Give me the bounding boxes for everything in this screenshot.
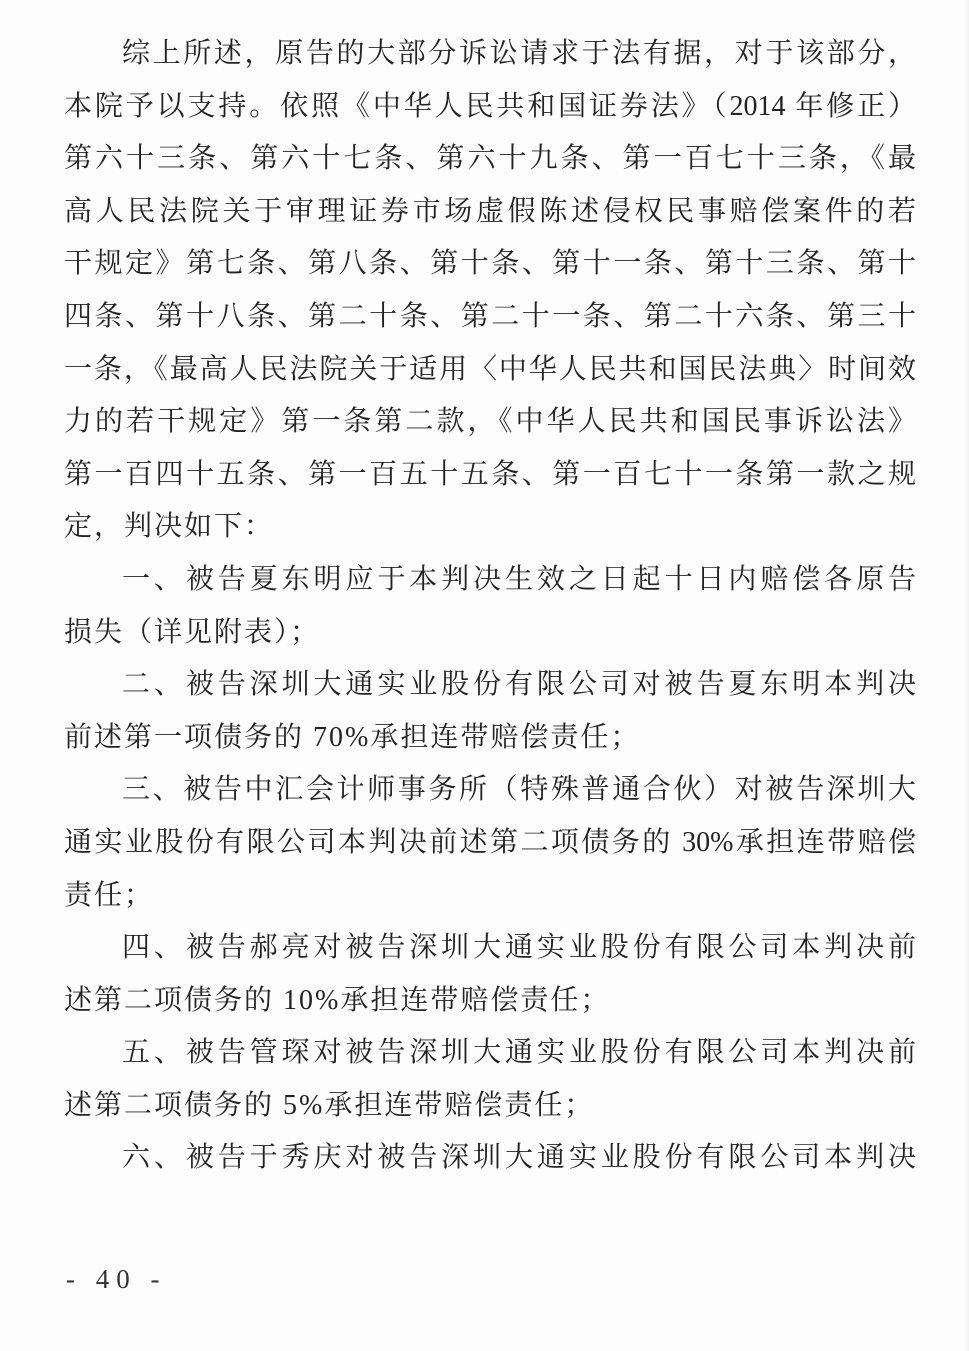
text-line: 五、被告管琛对被告深圳大通实业股份有限公司本判决前 [122,1037,916,1069]
text-line: 力的若干规定》第一条第二款，《中华人民共和国民事诉讼法》 [64,406,916,438]
text-line: 四、被告郝亮对被告深圳大通实业股份有限公司本判决前 [122,932,916,964]
text-line: 损失（详见附表）； [64,616,321,648]
text-line: 第六十三条、第六十七条、第六十九条、第一百七十三条，《最 [64,143,916,175]
footer [66,1264,166,1295]
text-line: 干规定》第七条、第八条、第十条、第十一条、第十三条、第十 [64,248,916,280]
text-line: 本院予以支持。依照《中华人民共和国证券法》（2014 年修正） [64,90,916,122]
text-line: 六、被告于秀庆对被告深圳大通实业股份有限公司本判决 [122,1142,916,1174]
text-line: 二、被告深圳大通实业股份有限公司对被告夏东明本判决 [122,669,916,701]
text-line: 述第二项债务的 10%承担连带赔偿责任； [64,984,611,1016]
text-line: 一、被告夏东明应于本判决生效之日起十日内赔偿各原告 [122,563,916,595]
text-line: 一条，《最高人民法院关于适用〈中华人民共和国民法典〉时间效 [64,353,916,385]
text-line: 前述第一项债务的 70%承担连带赔偿责任； [64,721,641,753]
text-line: 定，判决如下： [64,511,275,543]
text-line: 综上所述，原告的大部分诉讼请求于法有据，对于该部分， [122,38,916,69]
text-line: 通实业股份有限公司本判决前述第二项债务的 30%承担连带赔偿 [64,826,916,858]
page-number: - 40 - [66,1264,167,1294]
text-line: 述第二项债务的 5%承担连带赔偿责任； [64,1089,595,1121]
text-line: 责任； [64,879,155,911]
text-line: 第一百四十五条、第一百五十五条、第一百七十一条第一款之规 [64,458,916,490]
text-line: 三、被告中汇会计师事务所（特殊普通合伙）对被告深圳大 [122,774,916,806]
text-block [64,28,916,1185]
text-line: 四条、第十八条、第二十条、第二十一条、第二十六条、第三十 [64,300,916,332]
text-line: 高人民法院关于审理证券市场虚假陈述侵权民事赔偿案件的若 [64,195,916,227]
